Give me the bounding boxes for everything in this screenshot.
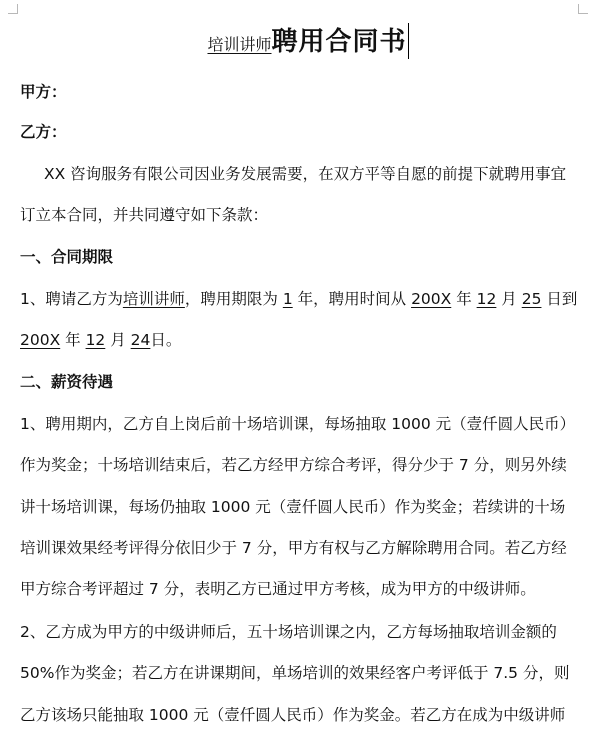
document-title[interactable]: [0, 22, 616, 62]
term-clause-line: [20, 328, 596, 352]
salary-paragraph-line: 乙方该场只能抽取 1000 元（壹仟圆人民币）作为奖金。若乙方在成为中级讲师: [20, 706, 566, 724]
position-field: 培训讲师: [122, 290, 185, 308]
clause-text: 月: [105, 331, 131, 349]
clause-text: 1、聘请乙方为: [20, 290, 123, 308]
end-year-field: 200X: [20, 331, 61, 349]
clause-text: ，聘用期限为: [184, 290, 283, 308]
title-main: 聘用合同书: [271, 27, 407, 57]
clause-text: 月: [496, 290, 522, 308]
intro-paragraph-line: XX 咨询服务有限公司因业务发展需要，在双方平等自愿的前提下就聘用事宜: [44, 165, 567, 183]
end-day-field: 24: [130, 331, 151, 349]
end-month-field: 12: [85, 331, 106, 349]
page-corner-mark: [578, 4, 588, 14]
clause-text: 年: [60, 331, 86, 349]
salary-paragraph-line: 1、聘用期内，乙方自上岗后前十场培训课，每场抽取 1000 元（壹仟圆人民币）: [20, 415, 576, 433]
term-clause-line: [20, 287, 596, 311]
page-corner-mark: [8, 4, 18, 14]
salary-paragraph-line: 甲方综合考评超过 7 分，表明乙方已通过甲方考核，成为甲方的中级讲师。: [20, 580, 536, 598]
section-heading-term: 一、合同期限: [20, 248, 114, 266]
intro-paragraph-line: 订立本合同，并共同遵守如下条款：: [20, 206, 269, 224]
title-prefix: 培训讲师: [207, 35, 272, 54]
party-b-label: 乙方：: [20, 123, 67, 141]
salary-paragraph-line: 讲十场培训课，每场仍抽取 1000 元（壹仟圆人民币）作为奖金；若续讲的十场: [20, 498, 566, 516]
salary-paragraph-line: 2、乙方成为甲方的中级讲师后，五十场培训课之内，乙方每场抽取培训金额的: [20, 623, 557, 641]
party-a-label: 甲方：: [20, 83, 67, 101]
start-year-field: 200X: [411, 290, 452, 308]
term-years-field: 1: [282, 290, 293, 308]
section-heading-salary: 二、薪资待遇: [20, 373, 114, 391]
clause-text: 日。: [150, 331, 182, 349]
clause-text: 年，聘用时间从: [292, 290, 412, 308]
salary-paragraph-line: 50%作为奖金；若乙方在讲课期间，单场培训的效果经客户考评低于 7.5 分，则: [20, 664, 570, 682]
start-month-field: 12: [476, 290, 497, 308]
salary-paragraph-line: 培训课效果经考评得分依旧少于 7 分，甲方有权与乙方解除聘用合同。若乙方经: [20, 539, 567, 557]
clause-text: 日到: [541, 290, 578, 308]
clause-text: 年: [451, 290, 477, 308]
text-cursor: [408, 23, 409, 59]
salary-paragraph-line: 作为奖金；十场培训结束后，若乙方经甲方综合考评，得分少于 7 分，则另外续: [20, 456, 567, 474]
start-day-field: 25: [521, 290, 542, 308]
